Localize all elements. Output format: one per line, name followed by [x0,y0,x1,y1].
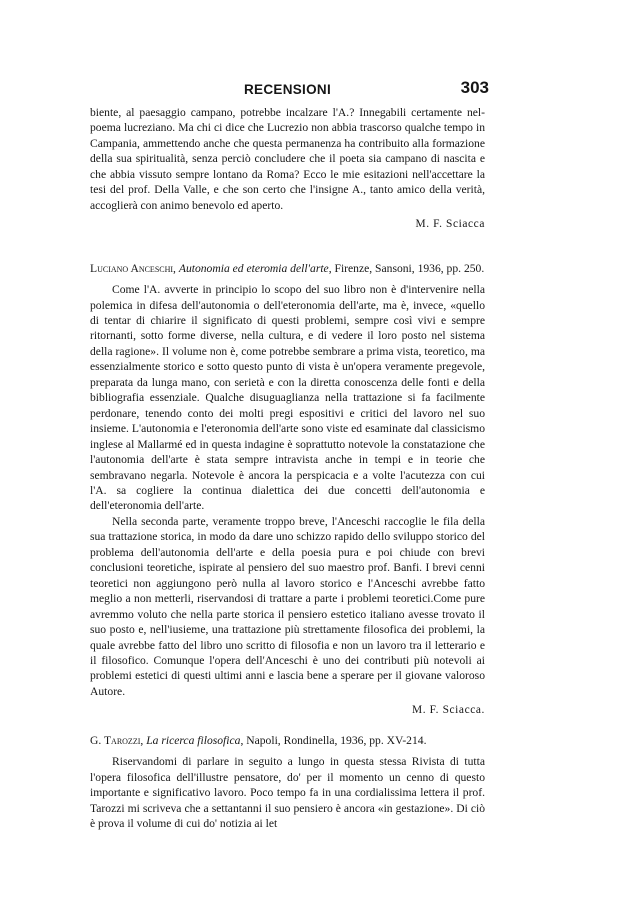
review2-author: Luciano Anceschi, [90,261,176,275]
review2-publication: , Firenze, Sansoni, 1936, pp. 250. [328,261,485,275]
review3-publication: , Napoli, Rondinella, 1936, pp. XV-214. [240,733,427,747]
page-body [90,105,485,831]
review2-paragraph-1: Come l'A. avverte in principio lo scopo del suo libro non è d'intervenire nella polemica in difesa dell'autonomia o dell'eteronomia dell'arte, ma è, invece, «quello di tentar di chiarire il significato di questi problemi, sempre così vivi e sempre ritornanti, sotto forme diverse, nella cultura, e di vedere il loro posto nel sistema della ragione». Il volume non è, come potrebbe sembrare a prima vista, teoretico, ma essenzialmente storico e sotto questo punto di vista è un'opera veramente pregevole, preparata da lunga mano, con serietà e con la diretta conoscenza delle fonti e della bibliografia essenziale. Qualche disuguaglianza nella trattazione si fa facilmente perdonare, tenendo conto dei molti pregi espositivi e critici del lavoro nel suo insieme. L'autonomia e l'eteronomia dell'arte sono viste ed esaminate dal classicismo inglese al Mallarmé ed in questa indagine è soprattutto notevole la constatazione che l'autonomia dell'arte è stata sempre intravista anche in tempi e in teorie che sembravano negarla. Notevole è ancora la perspicacia e a volte l'acutezza con cui l'A. sa cogliere la continua dialettica dei due concetti dell'autonomia e dell'eteronomia dell'arte. [90,283,485,513]
running-title: RECENSIONI [243,82,331,97]
review2-book-title: Autonomia ed eteromia dell'arte [178,261,329,275]
review1-signature: M. F. Sciacca [415,218,485,231]
running-header [90,78,489,102]
review2-citation [90,261,485,276]
review3-citation [90,733,485,748]
review1-closing-paragraph: biente, al paesaggio campano, potrebbe incalzare l'A.? Innegabili certamente nelpoema lucreziano. Ma chi ci dice che Lucrezio non abbia trascorso qualche tempo in Campania, ammettendo anche che questa permanenza ha contribuito alla formazione della sua spiritualità, senza perciò concludere che il poeta sia campano di nascita e che abbia vissuto sempre lontano da Roma? Ecco le mie esitazioni nell'accettare la tesi del prof. Della Valle, e che son certo che l'insigne A., tanto amico della verità, accoglierà con animo benevolo ed aperto. [90,106,485,212]
page-number: 303 [460,78,489,97]
review2-paragraph-2: Nella seconda parte, veramente troppo breve, l'Anceschi raccoglie le fila della sua trattazione storica, in modo da dare uno schizzo rapido dello sviluppo storico del problema dell'autonomia dell'arte e della poesia pura e poi chiude con brevi conclusioni teoretiche, ispirate al pensiero del suo maestro prof. Banfi. I brevi cenni teoretici non aggiungono però nulla al lavoro storico e l'Anceschi avrebbe fatto meglio a non metterli, riservandosi di trattare a parte i problemi teoretici.Come pure avremmo voluto che nella parte storica il pensiero estetico italiano avesse trovato il suo posto e, nell'iusieme, una trattazione più strettamente filosofica dei problemi, la quale avrebbe fatto del libro uno scritto di filosofia e non un lavoro tra il letterario e il filosofico. Comunque l'opera dell'Anceschi è uno dei contributi più notevoli ai problemi estetici di questi ultimi anni e lascia bene a sperare per il giovane valoroso Autore. [90,514,485,698]
review3-paragraph: Riservandomi di parlare in seguito a lungo in questa stessa Rivista di tutta l'opera filosofica dell'illustre pensatore, do' per il momento un cenno di questo importante e significativo lavoro. Poco tempo fa in una cordialissima lettera il prof. Tarozzi mi scriveva che a settantanni il suo pensiero è ancora «in gestazione». Di ciò è prova il volume di cui do' notizia ai let [90,755,485,831]
review3-author: G. Tarozzi, [90,733,144,747]
review2-signature: M. F. Sciacca. [412,704,485,717]
review3-book-title: La ricerca filosofica [146,733,241,747]
